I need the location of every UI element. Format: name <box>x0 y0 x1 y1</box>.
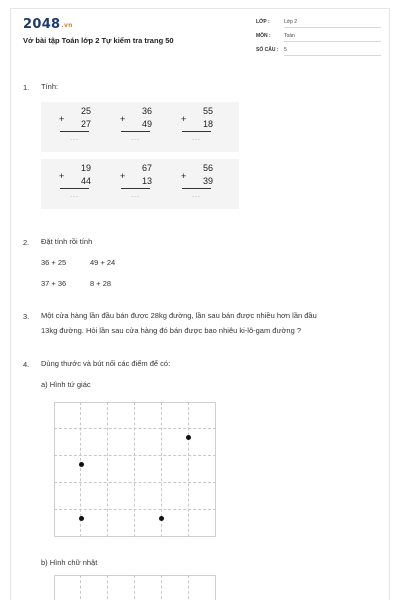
dot-grid-rectangle[interactable] <box>54 575 216 600</box>
q4-number: 4. <box>23 360 30 369</box>
operand-bottom: 18 <box>202 119 213 129</box>
worksheet-header <box>11 9 389 67</box>
operand-bottom: 13 <box>141 176 152 186</box>
meta-subject-value: Toán <box>284 33 381 42</box>
grid-row-line <box>54 402 216 429</box>
answer-blank[interactable]: ... <box>192 192 201 199</box>
meta-class <box>256 17 381 29</box>
sum-line <box>60 188 89 189</box>
q4-part-a: a) Hình tứ giác <box>41 380 91 389</box>
expression: 49 + 24 <box>90 258 116 267</box>
addition-problem <box>163 159 239 209</box>
operand-top: 67 <box>141 163 152 173</box>
plus-sign: + <box>181 114 187 124</box>
q3-line-1: Một cửa hàng lần đầu bán được 28kg đường, lần sau bán được nhiều hơn lần đầu <box>41 311 317 320</box>
sum-line <box>121 131 150 132</box>
grid-row-line <box>54 483 216 510</box>
sum-line <box>60 131 89 132</box>
logo-text: 2048 <box>23 17 61 32</box>
q2-text: Đặt tính rồi tính <box>41 237 93 246</box>
meta-count <box>256 45 381 57</box>
meta-class-value: Lớp 2 <box>284 19 381 28</box>
sum-line <box>182 188 211 189</box>
operand-top: 36 <box>141 106 152 116</box>
plus-sign: + <box>120 114 126 124</box>
grid-row-line <box>54 575 216 600</box>
expression: 36 + 25 <box>41 258 67 267</box>
grid-row-line <box>54 429 216 456</box>
grid-point[interactable] <box>159 516 164 521</box>
expression: 37 + 36 <box>41 279 67 288</box>
operand-bottom: 39 <box>202 176 213 186</box>
operand-top: 56 <box>202 163 213 173</box>
operand-top: 55 <box>202 106 213 116</box>
operand-bottom: 27 <box>80 119 91 129</box>
answer-blank[interactable]: ... <box>70 192 79 199</box>
grid-point[interactable] <box>79 462 84 467</box>
q3-number: 3. <box>23 312 30 321</box>
plus-sign: + <box>120 171 126 181</box>
q4-part-b: b) Hình chữ nhật <box>41 558 98 567</box>
q1-number: 1. <box>23 83 30 92</box>
meta-subject-label: MÔN : <box>256 33 271 39</box>
dot-grid-quadrilateral[interactable] <box>54 402 216 537</box>
addition-problem <box>163 102 239 152</box>
q1-text: Tính: <box>41 82 59 91</box>
grid-point[interactable] <box>79 516 84 521</box>
grid-row-line <box>54 456 216 483</box>
sum-line <box>121 188 150 189</box>
answer-blank[interactable]: ... <box>131 135 140 142</box>
meta-subject <box>256 31 381 43</box>
plus-sign: + <box>181 171 187 181</box>
plus-sign: + <box>59 114 65 124</box>
operand-top: 25 <box>80 106 91 116</box>
site-logo[interactable] <box>23 17 73 32</box>
meta-count-value: 5 <box>284 47 381 56</box>
plus-sign: + <box>59 171 65 181</box>
operand-bottom: 44 <box>80 176 91 186</box>
operand-top: 19 <box>80 163 91 173</box>
sum-line <box>182 131 211 132</box>
expression: 8 + 28 <box>90 279 112 288</box>
q3-line-2: 13kg đường. Hỏi lần sau cửa hàng đó bán được bao nhiêu ki-lô-gam đường ? <box>41 326 301 335</box>
meta-class-label: LỚP : <box>256 19 270 25</box>
answer-blank[interactable]: ... <box>192 135 201 142</box>
answer-blank[interactable]: ... <box>131 192 140 199</box>
operand-bottom: 49 <box>141 119 152 129</box>
q2-number: 2. <box>23 238 30 247</box>
worksheet-page <box>10 8 390 600</box>
q4-text: Dùng thước và bút nối các điểm để có: <box>41 359 171 368</box>
page-title: Vở bài tập Toán lớp 2 Tự kiểm tra trang 50 <box>23 36 174 45</box>
grid-point[interactable] <box>186 435 191 440</box>
answer-blank[interactable]: ... <box>70 135 79 142</box>
meta-count-label: SỐ CÂU : <box>256 47 279 53</box>
logo-suffix: .vn <box>61 22 73 29</box>
